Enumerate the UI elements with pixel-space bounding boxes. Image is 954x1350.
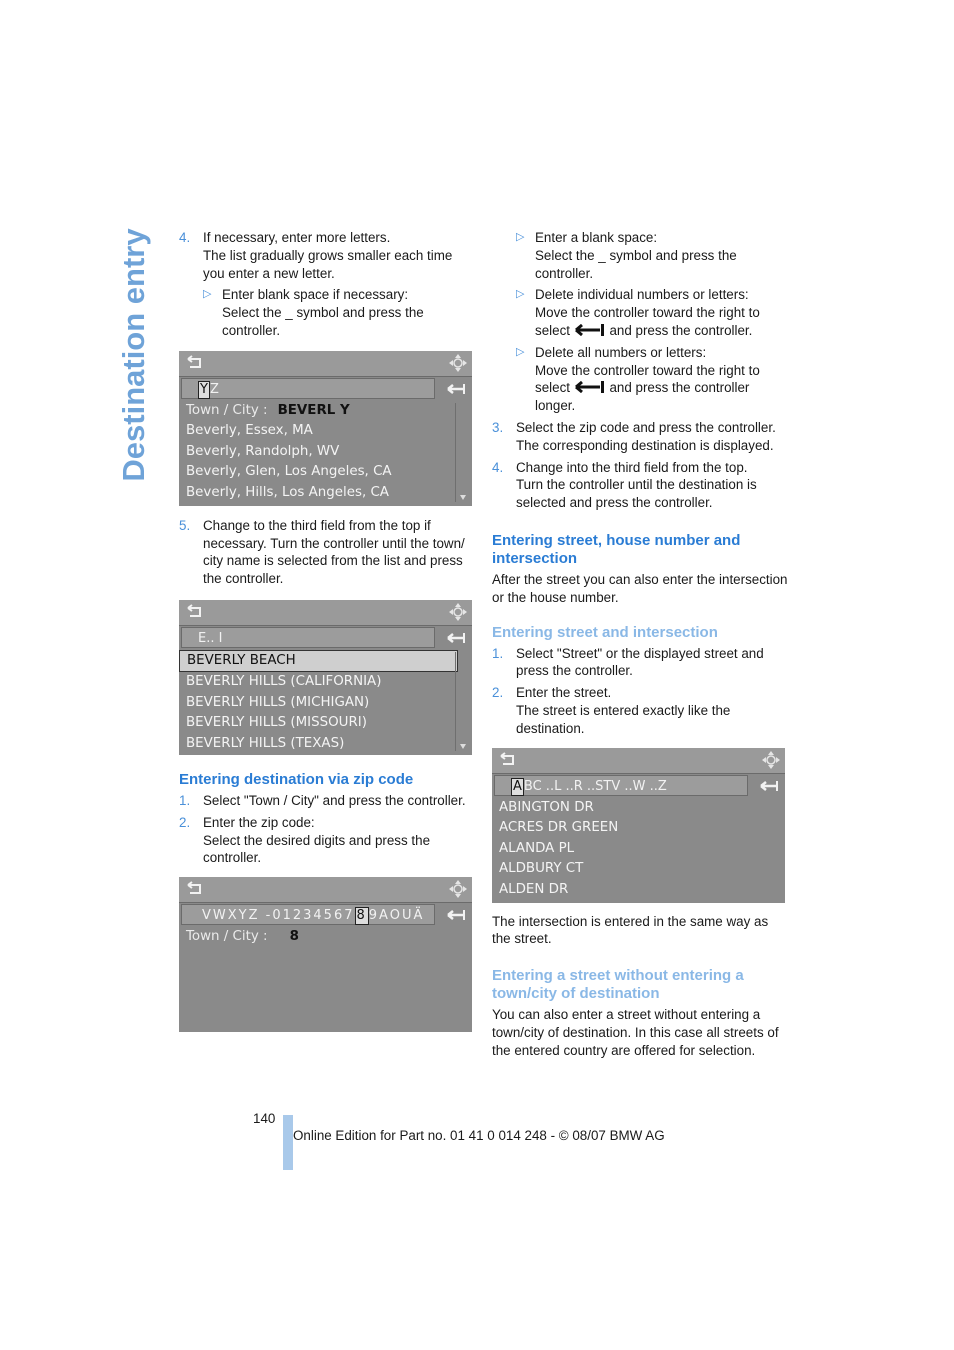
side-section-title: Destination entry [116, 228, 151, 482]
controller-icon [448, 879, 468, 899]
subitem-delete-individual: ▷ Delete individual numbers or letters: Move the controller toward the right to select and press the controller. [516, 287, 760, 338]
street-intersection-heading: Entering street and intersection [492, 623, 718, 641]
step-4-right: 4. Change into the third field from the top. Turn the controller until the destination is selected and press the controller. [492, 459, 757, 511]
letter-entry-field[interactable]: E.. I [181, 627, 435, 648]
scrollbar[interactable] [455, 403, 470, 502]
zip-step-2: 2. Enter the zip code: Select the desired digits and press the controller. [179, 814, 431, 866]
si-step-1: 1. Select "Street" or the displayed street and press the controller. [492, 645, 764, 679]
list-item[interactable]: BEVERLY HILLS (MICHIGAN) [186, 694, 370, 710]
street-list [492, 798, 785, 903]
subitem-blank-space: ▷ Enter a blank space: Select the _ symbol and press the controller. [516, 230, 737, 281]
back-icon [186, 604, 204, 620]
letter-entry-field[interactable]: Y Z [181, 378, 435, 399]
list-item[interactable]: ABINGTON DR [499, 799, 594, 815]
list-item[interactable]: Town / City : BEVERL Y [186, 402, 350, 418]
street-heading: Entering street, house number and intersection [492, 531, 741, 567]
subitem-delete-all: ▷ Delete all numbers or letters: Move the controller toward the right to select and press the controller longer. [516, 344, 760, 414]
footer-accent-bar [283, 1115, 293, 1170]
list-item[interactable]: BEVERLY HILLS (MISSOURI) [186, 715, 367, 731]
zip-heading: Entering destination via zip code [179, 770, 414, 788]
screen-zip-entry [179, 877, 472, 1032]
zip-entry-field[interactable]: VWXYZ -01234567 8 9AOUÄ [181, 904, 435, 925]
list-item[interactable]: ALDEN DR [499, 881, 569, 897]
list-item[interactable]: Beverly, Hills, Los Angeles, CA [186, 484, 389, 500]
letter-entry-field[interactable]: A BC ..L ..R ..STV ..W ..Z [494, 775, 748, 796]
delete-arrow-icon[interactable] [759, 780, 779, 792]
list-item[interactable]: ALANDA PL [499, 840, 575, 856]
list-item[interactable]: Beverly, Glen, Los Angeles, CA [186, 464, 392, 480]
no-city-heading: Entering a street without entering a town/city of destination [492, 967, 744, 1003]
right-column [492, 229, 788, 1060]
step-5: 5. Change to the third field from the top if necessary. Turn the controller until the town/ city name is selected from the list and press the controller. [179, 517, 465, 587]
delete-arrow-icon[interactable] [446, 632, 466, 644]
screen-street-entry [492, 748, 785, 903]
step-4-subitem: ▷ Enter blank space if necessary: Select the _ symbol and press the controller. [203, 287, 424, 338]
triangle-bullet-icon: ▷ [203, 288, 212, 301]
list-item[interactable]: BEVERLY HILLS (CALIFORNIA) [186, 674, 382, 690]
intersection-text: The intersection is entered in the same way as the street. [492, 913, 769, 947]
controller-icon [761, 750, 781, 770]
left-column [179, 229, 474, 1032]
step-4: 4. If necessary, enter more letters. The list gradually grows smaller each time you enter a new letter. [179, 230, 453, 281]
delete-arrow-icon [574, 324, 606, 336]
list-item[interactable]: BEVERLY HILLS (TEXAS) [186, 735, 345, 751]
list-item[interactable]: ACRES DR GREEN [499, 820, 619, 836]
triangle-bullet-icon: ▷ [516, 345, 525, 358]
delete-arrow-icon[interactable] [446, 909, 466, 921]
list-item[interactable]: Town / City : 8 [186, 929, 299, 945]
controller-icon [448, 353, 468, 373]
street-intro: After the street you can also enter the intersection or the house number. [492, 571, 788, 605]
list-item[interactable]: ALDBURY CT [499, 861, 584, 877]
zip-list [179, 927, 472, 1032]
screen-town-entry [179, 351, 472, 506]
screen-town-list [179, 600, 472, 755]
zip-step-1: 1. Select "Town / City" and press the controller. [179, 792, 466, 808]
step-3: 3. Select the zip code and press the controller. The corresponding destination is displayed. [492, 419, 776, 453]
delete-arrow-icon[interactable] [446, 383, 466, 395]
triangle-bullet-icon: ▷ [516, 288, 525, 301]
page-number: 140 [253, 1111, 276, 1126]
no-city-text: You can also enter a street without entering a town/city of destination. In this case all streets of the entered country are offered for selection. [492, 1007, 779, 1058]
town-list [179, 650, 472, 755]
controller-icon [448, 602, 468, 622]
back-icon [499, 752, 517, 768]
town-list [179, 401, 472, 506]
back-icon [186, 355, 204, 371]
delete-arrow-icon [574, 381, 606, 393]
back-icon [186, 881, 204, 897]
footer-edition: Online Edition for Part no. 01 41 0 014 248 - © 08/07 BMW AG [293, 1128, 665, 1143]
list-item[interactable]: Beverly, Randolph, WV [186, 443, 340, 459]
list-item[interactable]: Beverly, Essex, MA [186, 423, 313, 439]
list-item-selected[interactable]: BEVERLY BEACH [179, 650, 458, 673]
triangle-bullet-icon: ▷ [516, 231, 525, 243]
scrollbar[interactable] [455, 652, 470, 751]
si-step-2: 2. Enter the street. The street is entered exactly like the destination. [492, 685, 731, 736]
